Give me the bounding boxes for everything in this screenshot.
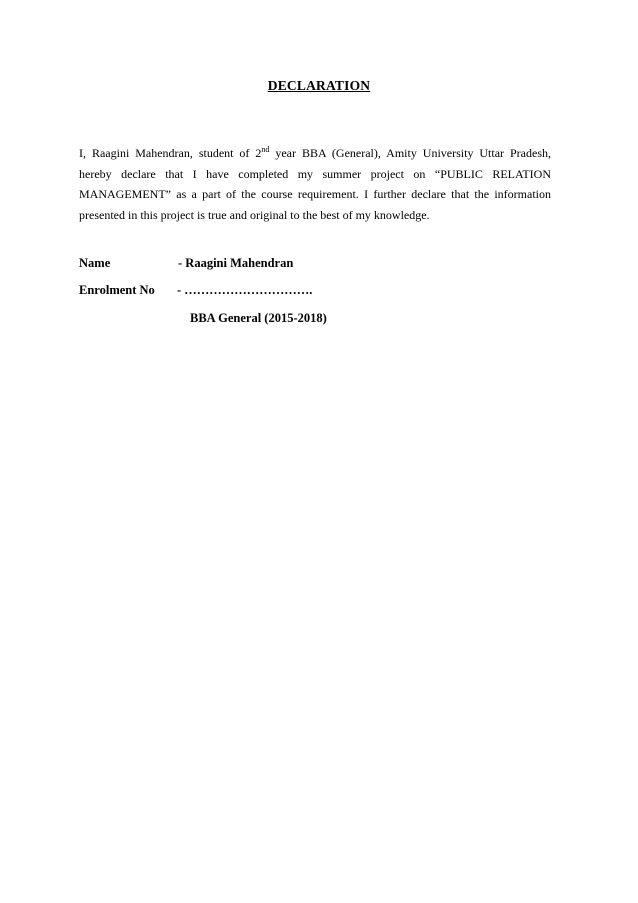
enrolment-number-label: Enrolment No [79, 283, 155, 297]
name-label: Name [79, 256, 111, 270]
declaration-text-rest: year BBA (General), Amity University Uttar Pradesh, hereby declare that I have completed my summer project on “PUBLIC RELATION MANAGEMENT” as a part of the course requirement. I further declare that the information presented in this project is true and original to the best of my knowledge. [79, 146, 551, 222]
name-value: - Raagini Mahendran [178, 256, 294, 270]
declaration-title: DECLARATION [267, 78, 371, 93]
declaration-paragraph [79, 143, 551, 225]
enrolment-number-value: - …………………………. [177, 283, 313, 297]
ordinal-suffix: nd [261, 145, 270, 154]
program-value: BBA General (2015-2018) [190, 311, 327, 325]
declaration-text-start: I, Raagini Mahendran, student of 2 [79, 146, 262, 160]
declaration-text [79, 143, 551, 225]
